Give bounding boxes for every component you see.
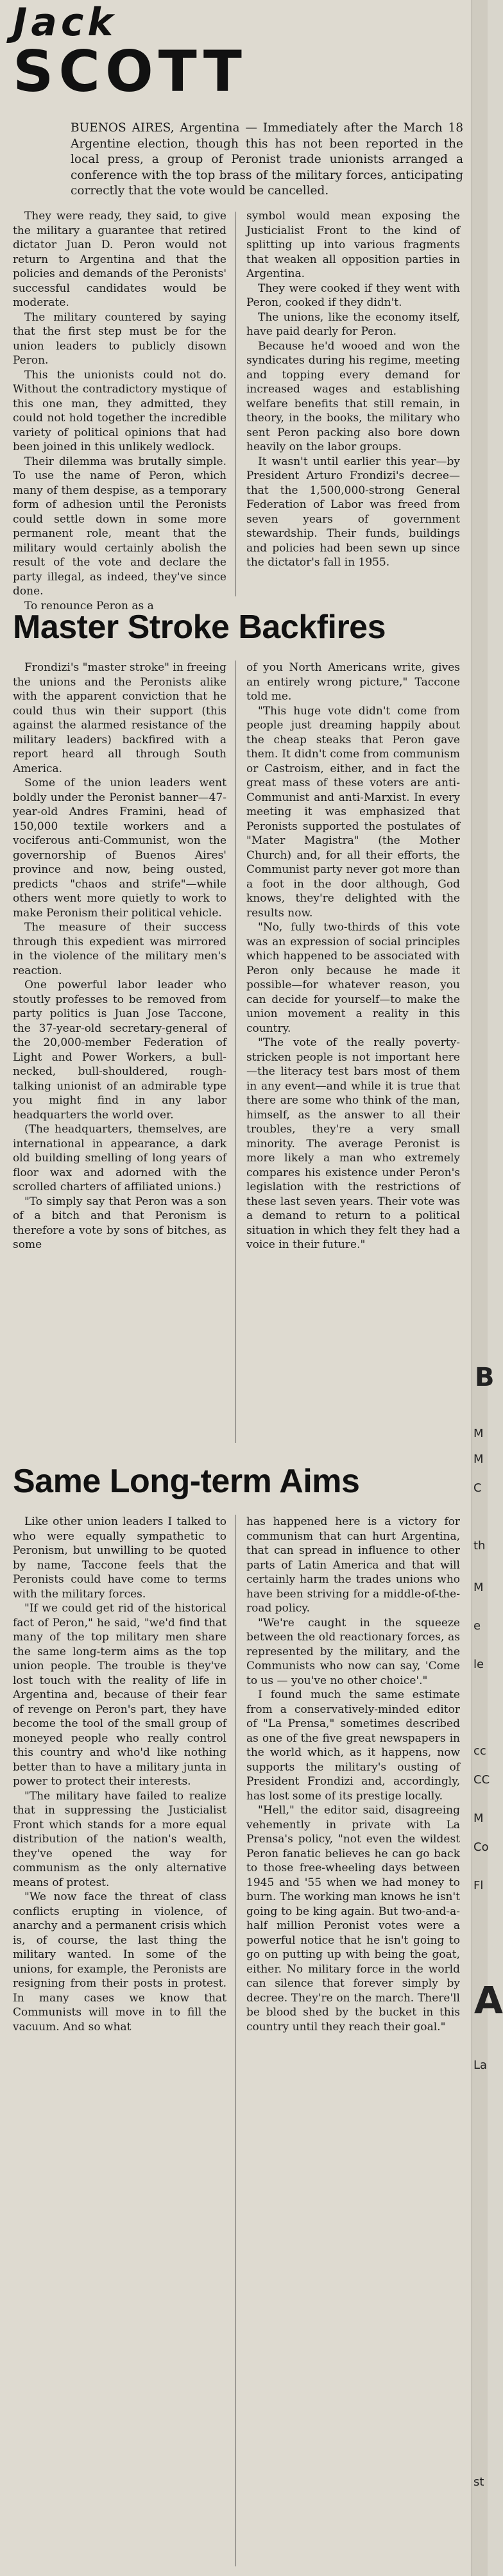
adjacent-fragment: le	[473, 1658, 484, 1671]
section3-right-column	[246, 1515, 460, 2034]
paragraph: The measure of their success through this expedient was mirrored in the violence of the military men's reaction.	[13, 921, 226, 977]
paragraph: symbol would mean exposing the Justicialist Front to the kind of splitting up into various fragments that weaken all opposition parties in Argentina.	[246, 210, 460, 280]
section3-left-column	[13, 1515, 226, 2034]
adjacent-fragment: B	[475, 1363, 495, 1392]
adjacent-fragment: M	[473, 1427, 484, 1440]
paragraph: of you North Americans write, gives an entirely wrong picture," Taccone told me.	[246, 661, 460, 703]
paragraph: Because he'd wooed and won the syndicates during his regime, meeting and topping every demand for increased wages and establishing welfare benefits that still remain, in theory, in the books, the military who sent Peron packing also bore down heavily on the labor groups.	[246, 339, 460, 453]
paragraph: The military countered by saying that the first step must be for the union leaders to publicly disown Peron.	[13, 310, 226, 367]
paragraph: "To simply say that Peron was a son of a bitch and that Peronism is therefore a vote by sons of bitches, as some	[13, 1195, 226, 1251]
adjacent-fragment: A	[474, 1978, 503, 2022]
paragraph: They were cooked if they went with Peron, cooked if they didn't.	[246, 282, 460, 309]
adjacent-column-strip	[472, 0, 488, 2576]
section1-left-column	[13, 209, 226, 613]
adjacent-fragment: e	[473, 1619, 481, 1633]
paragraph: Their dilemma was brutally simple. To use the name of Peron, which many of them despise, as a temporary form of adhesion until the Peronists could settle down in some more permanent role, meant that the military would certainly abolish the result of the vote and declare the party illegal, as indeed, they've since done.	[13, 455, 226, 598]
paragraph: "We're caught in the squeeze between the old reactionary forces, as represented by the military, and the Communists who now can say, 'Come to us — you've no other choice'."	[246, 1616, 460, 1687]
paragraph: "Hell," the editor said, disagreeing vehemently in private with La Prensa's policy, "not even the wildest Peron fanatic believes he can go back to those free-wheeling days between 1945 and '55 when we had money to burn. The working man knows he isn't going to be king again. But two-and-a-half million Peronist votes were a powerful notice that he isn't going to go on putting up with being the goat, either. No military force in the world can silence that forever simply by decree. They're on the march. There'll be blood shed by the bucket in this country until they reach their goal."	[246, 1804, 460, 2033]
section2-left-column	[13, 661, 226, 1252]
paragraph: "We now face the threat of class conflicts erupting in violence, of anarchy and a permanent crisis which is, of course, the last thing the military wanted. In some of the unions, for example, the Peronists are resigning from their posts in protest. In many cases we know that Communists will move in to fill the vacuum. And so what	[13, 1890, 226, 2033]
subheading-master-stroke: Master Stroke Backfires	[13, 609, 386, 646]
paragraph: "If we could get rid of the historical fact of Peron," he said, "we'd find that many of the top military men share the same long-term aims as the top union people. The trouble is they've lost touch with the reality of life in Argentina and, because of their fear of revenge on Peron's part, they have become the tool of the small group of moneyed people who really control this country and who'd like nothing better than to have a military junta in power to protect their interests.	[13, 1602, 226, 1788]
byline-first-name: Jack	[13, 0, 117, 45]
adjacent-fragment: C	[473, 1481, 482, 1495]
byline-last-name: SCOTT	[13, 38, 247, 105]
adjacent-fragment: CC	[473, 1773, 490, 1787]
paragraph: "This huge vote didn't come from people just dreaming happily about the cheap steaks that Peron gave them. It didn't come from communism or Castroism, either, and in fact the great mass of these voters are anti-Communist and anti-Marxist. In every meeting it was emphasized that Peronists supported the postulates of "Mater Magistra" (the Mother Church) and, for all their efforts, the Communist party never got more than a foot in the door although, God knows, they're delighted with the results now.	[246, 704, 460, 920]
paragraph: It wasn't until earlier this year—by President Arturo Frondizi's decree—that the 1,500,000-strong General Federation of Labor was freed from seven years of government stewardship. Their funds, buildings and policies had been sewn up since the dictator's fall in 1955.	[246, 455, 460, 569]
paragraph: One powerful labor leader who stoutly professes to be removed from party politics is Juan Jose Taccone, the 37-year-old secretary-general of the 20,000-member Federation of Light and Power Workers, a bull-necked, bull-shouldered, rough-talking unionist of an admirable type you might find in any labor headquarters the world over.	[13, 979, 226, 1122]
paragraph: They were ready, they said, to give the military a guarantee that retired dictator Juan D. Peron would not return to Argentina and that the policies and demands of the Peronists' successful candidates would be moderate.	[13, 210, 226, 309]
paragraph: This the unionists could not do. Without the contradictory mystique of this one man, they admitted, they could not hold together the incredible variety of political opinions that had been joined in this unlikely wedlock.	[13, 368, 226, 453]
adjacent-fragment: La	[473, 2058, 488, 2072]
adjacent-fragment: st	[473, 2475, 484, 2489]
paragraph: I found much the same estimate from a conservatively-minded editor of "La Prensa," sometimes described as one of the five great newspapers in the world which, as it happens, now supports the military's ousting of President Frondizi and, accordingly, has lost some of its prestige locally.	[246, 1688, 460, 1803]
paragraph: "The vote of the really poverty-stricken people is not important here—the literacy test bars most of them in any event—and while it is true that there are some who think of the man, himself, as the answer to all their troubles, they're a very small minority. The average Peronist is more likely a man who extremely compares his existence under Peron's legislation with the restrictions of these last seven years. Their vote was a demand to return to a political situation in which they felt they had a voice in their future."	[246, 1036, 460, 1251]
adjacent-fragment: M	[473, 1812, 484, 1825]
adjacent-fragment: cc	[473, 1744, 486, 1758]
lead-paragraph: BUENOS AIRES, Argentina — Immediately after the March 18 Argentine election, though this has not been reported in the local press, a group of Peronist trade unionists arranged a conference with the top brass of the military forces, anticipating correctly that the vote would be cancelled.	[71, 121, 463, 198]
adjacent-fragment: M	[473, 1581, 484, 1594]
paragraph: Frondizi's "master stroke" in freeing the unions and the Peronists alike with the apparent conviction that he could thus win their support (this against the alarmed resistance of the military leaders) backfired with a report heard all through South America.	[13, 661, 226, 775]
paragraph: Some of the union leaders went boldly under the Peronist banner—47-year-old Andres Framini, head of 150,000 textile workers and a vociferous anti-Communist, won the governorship of Buenos Aires' province and now, being ousted, predicts "chaos and strife"—while others went more quietly to work to make Peronism their political vehicle.	[13, 777, 226, 920]
adjacent-fragment: th	[473, 1539, 486, 1553]
paragraph: has happened here is a victory for communism that can hurt Argentina, that can spread in influence to other parts of Latin America and that will certainly harm the trades unions who have been striving for a middle-of-the-road policy.	[246, 1515, 460, 1615]
adjacent-fragment: M	[473, 1452, 484, 1466]
paragraph: To renounce Peron as a	[24, 599, 154, 612]
subheading-long-term-aims: Same Long-term Aims	[13, 1463, 360, 1500]
adjacent-fragment: Fl	[473, 1879, 484, 1892]
section1-right-column	[246, 209, 460, 570]
paragraph: Like other union leaders I talked to who were equally sympathetic to Peronism, but unwilling to be quoted by name, Taccone feels that the Peronists could have come to terms with the military forces.	[13, 1515, 226, 1601]
adjacent-fragment: Co	[473, 1840, 489, 1854]
section2-right-column	[246, 661, 460, 1252]
paragraph: (The headquarters, themselves, are international in appearance, a dark old building smelling of long years of floor wax and adorned with the scrolled charters of affiliated unions.)	[13, 1123, 226, 1193]
paragraph: "No, fully two-thirds of this vote was an expression of social principles which happened to be associated with Peron only because he made it possible—for whatever reason, you can decide for yourself—to make the union movement a reality in this country.	[246, 921, 460, 1035]
paragraph: "The military have failed to realize that in suppressing the Justicialist Front which stands for a more equal distribution of the nation's wealth, they've opened the way for communism as the only alternative means of protest.	[13, 1789, 226, 1889]
paragraph: The unions, like the economy itself, have paid dearly for Peron.	[246, 310, 460, 338]
